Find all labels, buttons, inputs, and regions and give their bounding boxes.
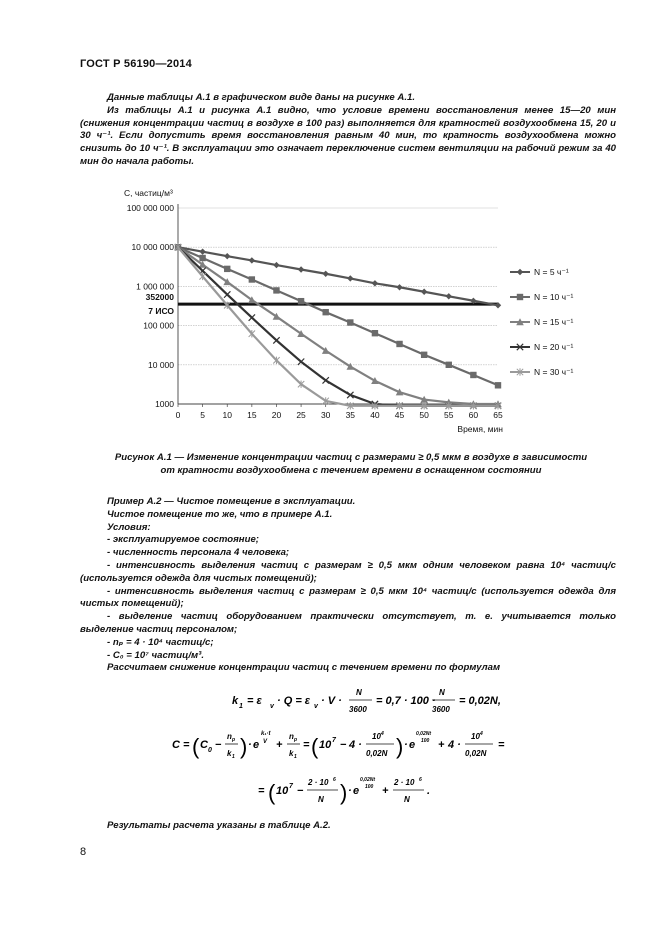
f2-eq-1: = (303, 739, 310, 751)
series-2-point (372, 330, 378, 336)
series-4-point (249, 314, 255, 320)
f1-k: k (232, 695, 239, 707)
f2-rparen-2: ) (396, 734, 404, 759)
f3-two-sup-1: 6 (333, 777, 336, 783)
example-title: Пример А.2 — Чистое помещение в эксплуатации. (107, 496, 356, 507)
f3-exp: 0,02Nt (360, 777, 376, 783)
f3-exp-den: 100 (365, 784, 374, 790)
y-axis-label: C, частиц/м³ (124, 188, 173, 198)
x-tick-label: 25 (296, 410, 306, 420)
f2-002n-1: 0,02N (366, 749, 388, 758)
f2-002n-2: 0,02N (465, 749, 487, 758)
f2-lparen-2: ( (311, 734, 319, 759)
f1-eps: = ε (247, 695, 262, 707)
example-line-10: Рассчитаем снижение концентрации частиц с течением времени по формулам (107, 662, 501, 674)
series-2-point (347, 319, 353, 325)
iso-class-label: 7 ИСО (148, 306, 174, 317)
series-5-point (273, 357, 279, 364)
example-a2 (80, 496, 616, 675)
f1-result: = 0,02N, (459, 695, 501, 707)
legend-label-3: N = 15 ч⁻¹ (534, 317, 574, 327)
f3-lparen: ( (268, 780, 276, 805)
x-tick-label: 35 (345, 410, 356, 420)
f2-eq-2: = (498, 739, 505, 751)
f2-four-1: 4 · (349, 739, 362, 751)
series-1-point (273, 262, 279, 268)
reference-value-label: 352000 (145, 292, 174, 303)
x-tick-label: 15 (247, 410, 257, 420)
f2-np-sub-1: p (232, 737, 236, 743)
legend-label-5: N = 30 ч⁻¹ (534, 367, 574, 377)
formula-c-simplified (258, 772, 458, 812)
x-tick-label: 0 (175, 410, 181, 420)
f2-lparen-1: ( (192, 734, 200, 759)
legend-label-4: N = 20 ч⁻¹ (534, 342, 574, 352)
page-number: 8 (80, 846, 87, 858)
x-tick-label: 45 (394, 410, 405, 420)
y-tick-label: 1000 (155, 399, 174, 409)
f1-v: · V · (321, 695, 342, 707)
f2-exp1: k₁·t (261, 731, 271, 737)
figure-caption-line-1: Рисунок А.1 — Изменение концентрации частиц с размерами ≥ 0,5 мкм в воздухе в зависимости (114, 452, 588, 463)
f1-k-sub: 1 (239, 703, 243, 710)
x-axis-label: Время, мин (457, 424, 503, 434)
x-tick-label: 55 (444, 410, 454, 420)
x-tick-label: 65 (493, 410, 503, 420)
x-tick-label: 60 (468, 410, 479, 420)
f2-ten4-sup-1: 4 (381, 731, 384, 737)
f3-eq: = (258, 785, 265, 797)
series-1-point (421, 289, 427, 295)
x-tick-label: 10 (222, 410, 232, 420)
example-line-8: - nₚ = 4 · 10⁴ частиц/с; (107, 636, 214, 648)
example-line-7: - выделение частиц оборудованием практически отсутствует, т. е. учитывается только выделение частиц персоналом; (80, 611, 616, 635)
f3-two-sup-2: 6 (419, 777, 422, 783)
series-2-point (273, 287, 279, 293)
f2-plus-1: + (276, 739, 283, 751)
figure-a1-chart (90, 186, 610, 447)
example-line-2: Условия: (107, 521, 151, 533)
f2-minus-1: − (215, 739, 222, 751)
example-line-5: - интенсивность выделения частиц с размерам ≥ 0,5 мкм одним человеком равна 10⁴ частиц/с (используется одежда для чистых помещений); (80, 559, 616, 584)
f3-ten7: 10 (276, 785, 289, 797)
f2-np-2: n (289, 732, 294, 741)
series-2-point (421, 352, 427, 358)
intro-text (80, 92, 616, 169)
f3-minus: − (297, 785, 304, 797)
y-tick-label: 10 000 000 (131, 242, 174, 253)
legend-label-1: N = 5 ч⁻¹ (534, 267, 569, 277)
f1-eps-sub: v (270, 703, 274, 710)
f2-e-1: e (253, 739, 260, 751)
f2-exp2: 0,02Nt (416, 731, 432, 737)
series-2-point (224, 266, 230, 272)
example-line-6: - интенсивность выделения частиц с размерам ≥ 0,5 мкм 10⁴ частиц/с (используется одежда для чистых помещений); (80, 585, 616, 610)
f1-q: · Q = ε (277, 695, 311, 707)
series-1-point (372, 280, 378, 286)
f2-four-2: 4 · (448, 739, 461, 751)
f2-ten7-sup: 7 (332, 737, 336, 744)
f1-num: = 0,7 · 100 · (376, 695, 436, 707)
series-1-point (298, 266, 304, 272)
series-2-point (322, 309, 328, 315)
f2-e-2: e (409, 739, 416, 751)
series-2-point (199, 255, 205, 261)
f2-plus-2: + (438, 739, 445, 751)
series-1-point (396, 284, 402, 290)
series-4-point (298, 358, 304, 364)
series-5-point (249, 330, 255, 337)
series-5-point (298, 380, 304, 387)
f2-c0-sub: 0 (208, 747, 212, 754)
f2-k1-1: k (227, 749, 232, 758)
x-tick-label: 50 (419, 410, 429, 420)
results-note: Результаты расчета указаны в таблице А.2. (107, 820, 331, 831)
intro-paragraph-2: Из таблицы А.1 и рисунка А.1 видно, что условие времени восстановления менее 15—20 мин (снижения концентрации частиц в воздухе в 100 раз) выполняется для кратностей воздухообмена 15, 20 и 30 ч⁻¹. Если допустить время восстановления равным 40 мин, то кратность воздухообмена можно снизить до 10 ч⁻¹. В эксплуатации это означает переключение систем вентиляции на рабочий режим за 40 мин до начала работы. (80, 104, 616, 167)
series-2-point (396, 341, 402, 347)
figure-caption-line-2: от кратности воздухообмена с течением времени в оснащенном состоянии (160, 464, 542, 476)
f1-n-2: N (439, 688, 445, 697)
series-4-point (273, 337, 279, 343)
formula-k1 (232, 684, 512, 718)
x-tick-label: 20 (271, 410, 282, 420)
chart-svg (90, 186, 610, 442)
f3-dot: · (348, 785, 352, 797)
x-tick-label: 5 (200, 410, 205, 420)
f3-e: e (353, 785, 360, 797)
y-tick-label: 100 000 000 (126, 203, 174, 213)
f2-rparen-1: ) (240, 734, 248, 759)
legend-label-2: N = 10 ч⁻¹ (534, 292, 574, 302)
f2-ten7: 10 (319, 739, 332, 751)
formula-c (172, 726, 532, 766)
series-5-point (199, 273, 205, 280)
series-1-point (446, 293, 452, 299)
y-tick-label: 10 000 (148, 359, 174, 370)
x-tick-label: 30 (320, 410, 331, 420)
f1-eps2-sub: v (314, 703, 318, 710)
series-2-point (446, 362, 452, 368)
intro-paragraph-1: Данные таблицы А.1 в графическом виде даны на рисунке А.1. (107, 92, 416, 103)
legend-marker-1 (517, 269, 523, 275)
example-line-1: Чистое помещение то же, что в примере А.1. (107, 508, 333, 520)
series-1-point (224, 253, 230, 259)
f3-ten7-sup: 7 (289, 783, 293, 790)
f2-minus-2: − (340, 739, 347, 751)
f2-dot-2: · (404, 739, 408, 751)
series-2-point (298, 298, 304, 304)
f2-ten4-sup-2: 4 (480, 731, 483, 737)
example-line-3: - эксплуатируемое состояние; (107, 534, 259, 546)
f3-two-2: 2 · 10 (394, 778, 415, 787)
f2-ten4-2: 10 (471, 732, 480, 741)
f3-period: . (427, 785, 431, 797)
f2-k1-sub-2: 1 (294, 754, 297, 760)
f2-c0: C (200, 739, 208, 751)
f3-n-2: N (404, 795, 410, 804)
series-1-point (249, 257, 255, 263)
series-1-point (347, 275, 353, 281)
figure-caption (86, 452, 616, 478)
f3-plus: + (382, 785, 389, 797)
example-line-4: - численность персонала 4 человека; (107, 547, 290, 559)
f1-3600-2: 3600 (432, 705, 450, 714)
f2-exp1-den: V (263, 739, 268, 745)
f2-exp2-den: 100 (421, 738, 430, 744)
series-2-point (495, 382, 501, 388)
series-4-point (322, 377, 328, 383)
y-tick-label: 100 000 (143, 320, 174, 331)
f2-ten4-1: 10 (372, 732, 381, 741)
f1-n-1: N (356, 688, 362, 697)
f2-np-1: n (227, 732, 232, 741)
f1-3600-1: 3600 (349, 705, 367, 714)
y-tick-label: 1 000 000 (136, 281, 174, 292)
series-1-point (322, 271, 328, 277)
f3-rparen: ) (340, 780, 348, 805)
series-2-point (249, 276, 255, 282)
example-line-9: - C₀ = 10⁷ частиц/м³. (107, 649, 204, 661)
series-4-point (224, 291, 230, 297)
f2-c: C = (172, 739, 190, 751)
document-header: ГОСТ Р 56190—2014 (80, 58, 192, 70)
x-tick-label: 40 (370, 410, 380, 420)
f2-dot-1: · (248, 739, 252, 751)
f3-n-1: N (318, 795, 324, 804)
legend-marker-2 (517, 294, 523, 300)
f2-k1-2: k (289, 749, 294, 758)
f2-k1-sub-1: 1 (232, 754, 235, 760)
f3-two-1: 2 · 10 (308, 778, 329, 787)
series-1-point (199, 248, 205, 254)
series-2-point (470, 372, 476, 378)
f2-np-sub-2: p (294, 737, 298, 743)
